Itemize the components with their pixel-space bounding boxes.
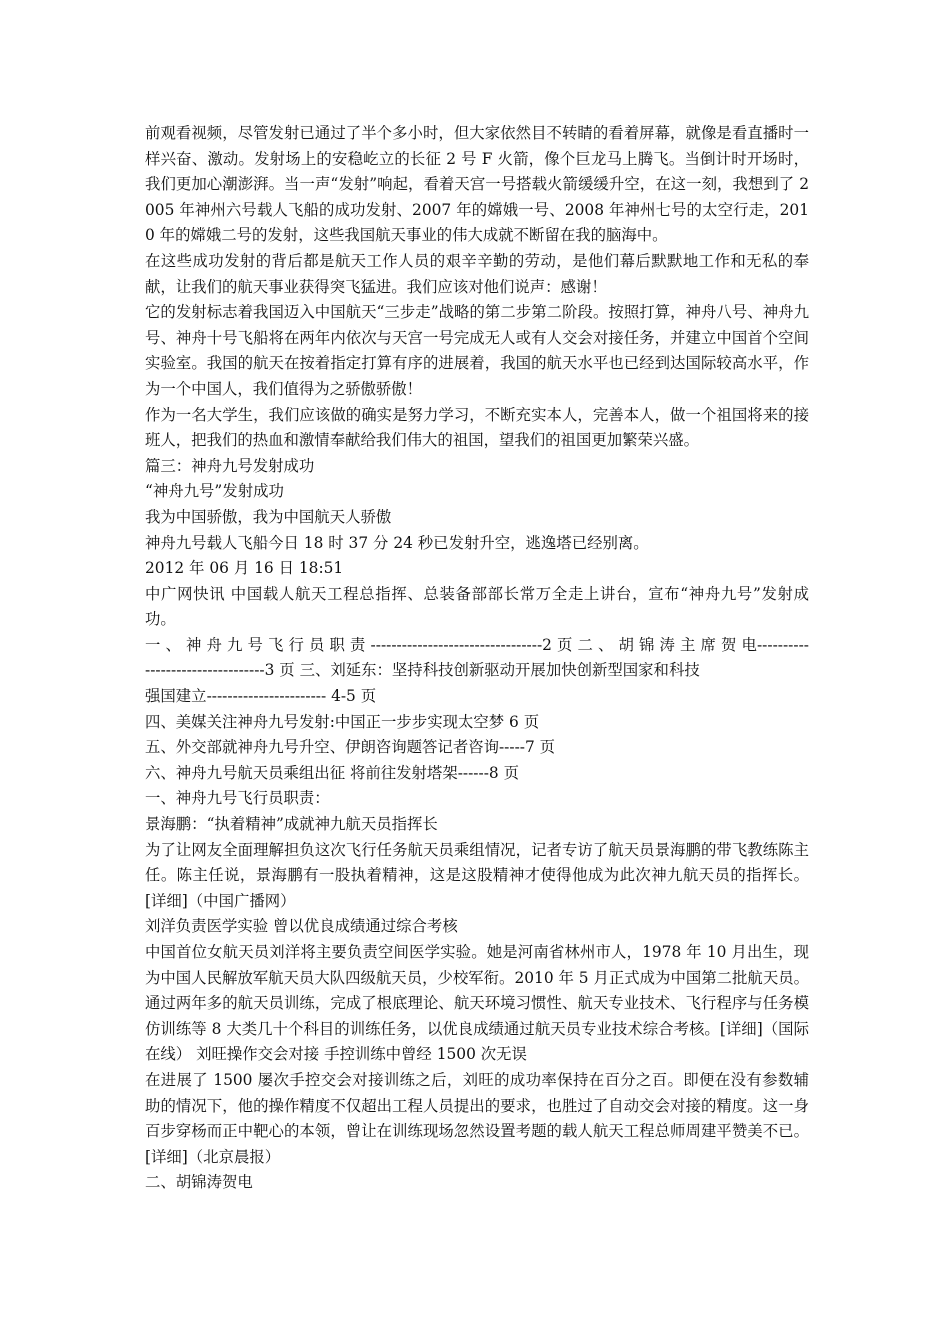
toc-entry-5: 五、外交部就神舟九号升空、伊朗咨询题答记者咨询-----7 页 xyxy=(145,738,556,757)
paragraph-launch-viewing: 前观看视频，尽管发射已通过了半个多小时，但大家依然目不转睛的看着屏幕，就像是看直播时一样兴奋、激动。发射场上的安稳屹立的长征 2 号 F 火箭，像个巨龙马上腾飞。当倒计时开场时，我们更加心潮澎湃。当一声“发射”响起，看着天宫一号搭载火箭缓缓升空，在这一刻，我想到了 2005 年神州六号载人飞船的成功发射、2007 年的嫦娥一号、2008 年神州七号的太空行走，2010 年的嫦娥二号的发射，这些我国航天事业的伟大成就不断留在我的脑海中。 xyxy=(145,124,809,245)
paragraph-jing-haipeng: 为了让网友全面理解担负这次飞行任务航天员乘组情况，记者专访了航天员景海鹏的带飞教练陈主任。陈主任说，景海鹏有一股执着精神，这是这股精神才使得他成为此次神九航天员的指挥长。[详细]（中国广播网） xyxy=(145,840,809,910)
article-subtitle: 我为中国骄傲，我为中国航天人骄傲 xyxy=(145,507,392,526)
paragraph-launch-time: 神舟九号载人飞船今日 18 时 37 分 24 秒已发射升空，逃逸塔已经别离。 xyxy=(145,533,649,552)
dateline: 2012 年 06 月 16 日 18:51 xyxy=(145,559,344,578)
paragraph-behind-success: 在这些成功发射的背后都是航天工作人员的艰辛辛勤的劳动，是他们幕后默默地工作和无私的奉献，让我们的航天事业获得突飞猛进。我们应该对他们说声：感谢！ xyxy=(145,251,809,296)
toc-entry-6: 六、神舟九号航天员乘组出征 将前往发射塔架------8 页 xyxy=(145,763,519,782)
section-one-heading: 一、神舟九号飞行员职责： xyxy=(145,789,330,808)
subheading-liu-yang: 刘洋负责医学实验 曾以优良成绩通过综合考核 xyxy=(145,917,458,936)
paragraph-liu-wang: 在进展了 1500 屡次手控交会对接训练之后，刘旺的成功率保持在百分之百。即便在没有参数辅助的情况下，他的操作精度不仅超出工程人员提出的要求，也胜过了自动交会对接的精度。这一身百步穿杨而正中靶心的本领，曾让在训练现场忽然设置考题的载人航天工程总师周建平赞美不已。[详细]（北京晨报） xyxy=(145,1070,809,1166)
subheading-jing-haipeng: 景海鹏：“执着精神”成就神九航天员指挥长 xyxy=(145,815,438,834)
toc-entry-1-3: 一 、 神 舟 九 号 飞 行 员 职 责 ---------------------------------2 页 二 、 胡 锦 涛 主 席 贺 电---------------------------------3 页 三、刘延东：坚持科技创新驱动开展加快创新型国家和科技 xyxy=(145,635,809,680)
paragraph-announcement: 中广网快讯 中国载人航天工程总指挥、总装备部部长常万全走上讲台，宣布“神舟九号”发射成功。 xyxy=(145,584,809,629)
paragraph-liu-yang: 中国首位女航天员刘洋将主要负责空间医学实验。她是河南省林州市人，1978 年 10 月出生，现为中国人民解放军航天员大队四级航天员，少校军衔。2010 年 5 月正式成为中国第二批航天员。通过两年多的航天员训练，完成了根底理论、航天环境习惯性、航天专业技术、飞行程序与任务模仿训练等 8 大类几十个科目的训练任务，以优良成绩通过航天员专业技术综合考核。[详细]（国际在线） 刘旺操作交会对接 手控训练中曾经 1500 次无误 xyxy=(145,943,809,1064)
section-heading: 篇三：神舟九号发射成功 xyxy=(145,456,315,475)
article-title: “神舟九号”发射成功 xyxy=(145,482,284,501)
toc-entry-3-cont: 强国建立----------------------- 4-5 页 xyxy=(145,687,377,706)
section-two-heading: 二、胡锦涛贺电 xyxy=(145,1173,253,1192)
document-body xyxy=(145,121,809,1196)
paragraph-three-step-strategy: 它的发射标志着我国迈入中国航天“三步走”战略的第二步第二阶段。按照打算，神舟八号、神舟九号、神舟十号飞船将在两年内依次与天宫一号完成无人或有人交会对接任务，并建立中国首个空间实验室。我国的航天在按着指定打算有序的进展着，我国的航天水平也已经到达国际较高水平，作为一个中国人，我们值得为之骄傲骄傲！ xyxy=(145,303,809,398)
toc-entry-4: 四、美媒关注神舟九号发射:中国正一步步实现太空梦 6 页 xyxy=(145,712,540,731)
paragraph-student-duty: 作为一名大学生，我们应该做的确实是努力学习，不断充实本人，完善本人，做一个祖国将来的接班人，把我们的热血和激情奉献给我们伟大的祖国，望我们的祖国更加繁荣兴盛。 xyxy=(145,405,809,450)
